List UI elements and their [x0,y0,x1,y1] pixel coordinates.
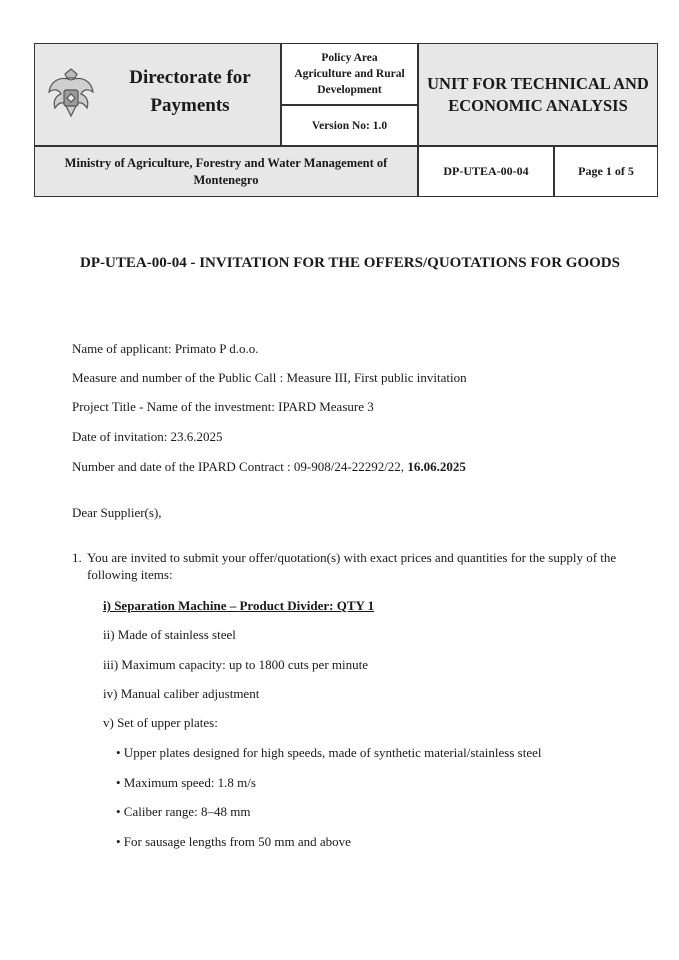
policy-area-cell [281,43,418,105]
ministry-cell [34,146,418,197]
intro-text: You are invited to submit your offer/quotation(s) with exact prices and quantities for the supply of the following items: [87,550,617,582]
item-heading: i) Separation Machine – Product Divider: QTY 1 [103,598,375,613]
montenegro-coat-of-arms-icon [45,66,97,122]
doc-code: DP-UTEA-00-04 [443,164,529,178]
version-cell [281,105,418,146]
policy-area-line-1: Policy Area [321,52,378,64]
bullet-item: • Upper plates designed for high speeds, made of synthetic material/stainless steel [116,745,542,760]
page-number: Page 1 of 5 [578,164,634,178]
ministry-name: Ministry of Agriculture, Forestry and Water Management of Montenegro [64,155,388,187]
unit-title: UNIT FOR TECHNICAL AND ECONOMIC ANALYSIS [427,73,649,115]
version-number: Version No: 1.0 [311,119,388,132]
bullet-item: • For sausage lengths from 50 mm and above [116,834,351,849]
applicant-field: Name of applicant: Primato P d.o.o. [72,341,259,356]
measure-field: Measure and number of the Public Call : Measure III, First public invitation [72,370,467,385]
item-detail: iv) Manual caliber adjustment [103,686,260,701]
policy-area-line-2: Agriculture and Rural [294,68,405,80]
contract-field [72,459,466,475]
salutation: Dear Supplier(s), [72,505,162,520]
contract-number: Number and date of the IPARD Contract : 09-908/24-22292/22, [72,459,408,474]
item-detail: ii) Made of stainless steel [103,627,236,642]
unit-cell [418,43,658,146]
bullet-item: • Caliber range: 8–48 mm [116,804,251,819]
directorate-cell [34,43,281,146]
directorate-title: Directorate for Payments [129,67,251,116]
item-detail: iii) Maximum capacity: up to 1800 cuts per minute [103,657,369,672]
policy-area-line-3: Development [317,84,382,96]
doc-code-cell [418,146,554,197]
contract-date: 16.06.2025 [407,459,466,474]
page-number-cell [554,146,658,197]
bullet-item: • Maximum speed: 1.8 m/s [116,775,256,790]
item-detail: v) Set of upper plates: [103,715,218,730]
intro-paragraph [72,549,632,583]
document-title: DP-UTEA-00-04 - INVITATION FOR THE OFFERS/QUOTATIONS FOR GOODS [80,255,620,271]
project-field: Project Title - Name of the investment: IPARD Measure 3 [72,399,374,414]
intro-number: 1. [72,550,82,565]
invitation-date-field: Date of invitation: 23.6.2025 [72,429,223,444]
